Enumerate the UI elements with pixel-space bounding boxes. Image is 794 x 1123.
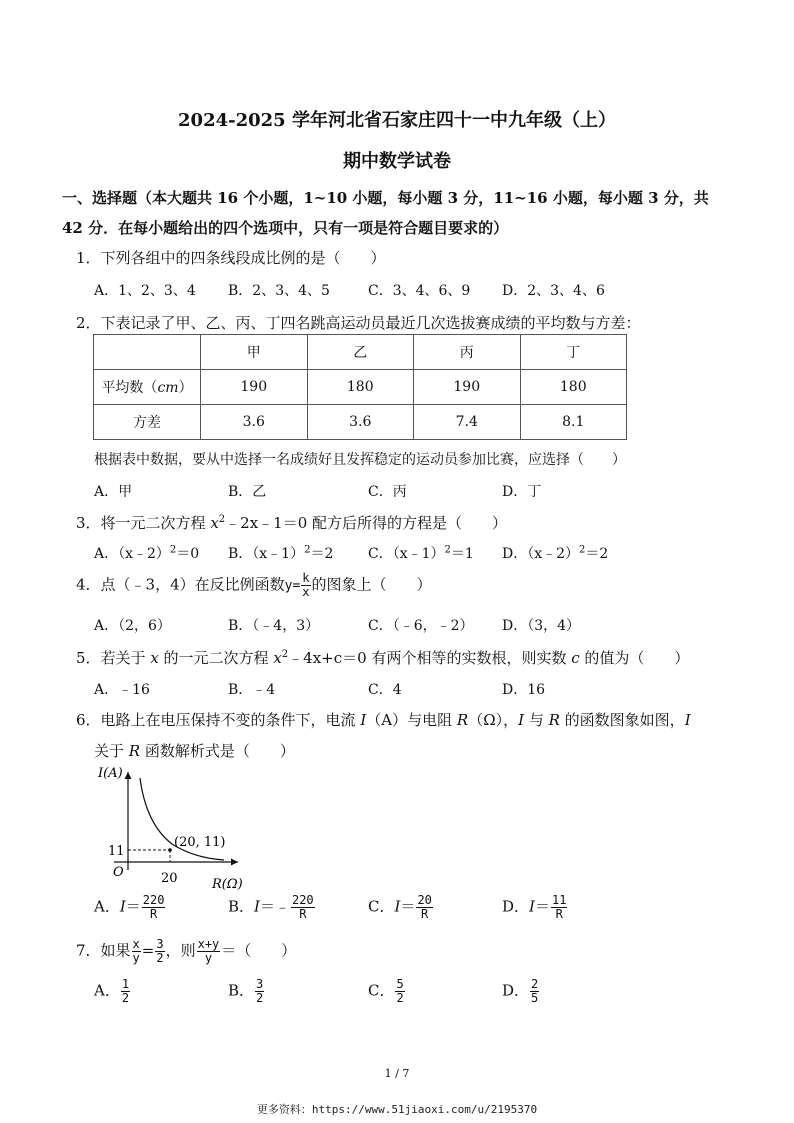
q5-option-c: C．4 bbox=[368, 682, 402, 698]
q4-option-c: C．（﹣6，﹣2） bbox=[368, 618, 474, 634]
q2-option-d: D．丁 bbox=[502, 484, 542, 500]
q2-option-b: B．乙 bbox=[228, 484, 267, 500]
q6-option-b: B．I＝﹣ $\frac{220}{R}$ bbox=[228, 893, 314, 921]
x-tick-label: 20 bbox=[161, 871, 178, 886]
q4-option-a: A．（2，6） bbox=[94, 618, 171, 634]
athlete-score-table bbox=[93, 334, 627, 440]
point-label: (20, 11) bbox=[174, 835, 226, 850]
q7-option-a: A． $\frac{1}{2}$ bbox=[94, 977, 130, 1005]
table-row bbox=[94, 370, 627, 405]
exam-title-line1: 2024-2025 学年河北省石家庄四十一中九年级（上） bbox=[178, 110, 616, 131]
question-6-stem-line1: 6．电路上在电压保持不变的条件下，电流 I（A）与电阻 R（Ω），I 与 R 的函数图象如图，I bbox=[76, 711, 691, 729]
table-cell: 甲 bbox=[201, 335, 308, 370]
exam-title-line2: 期中数学试卷 bbox=[343, 151, 451, 172]
table-cell: 丁 bbox=[520, 335, 627, 370]
page-number: 1 / 7 bbox=[384, 1067, 410, 1080]
table-cell: 180 bbox=[520, 370, 627, 405]
table-cell bbox=[94, 335, 201, 370]
table-cell: 8.1 bbox=[520, 405, 627, 440]
table-cell: 7.4 bbox=[414, 405, 521, 440]
table-row bbox=[94, 405, 627, 440]
q3-option-b: B．（x﹣1）$^2$＝2 bbox=[228, 544, 334, 562]
q2-option-c: C．丙 bbox=[368, 484, 407, 500]
question-2-stem: 2．下表记录了甲、乙、丙、丁四名跳高运动员最近几次选拔赛成绩的平均数与方差： bbox=[76, 314, 641, 332]
table-cell: 190 bbox=[414, 370, 521, 405]
table-cell: 乙 bbox=[307, 335, 414, 370]
table-cell: 180 bbox=[307, 370, 414, 405]
section-heading-line1: 一、选择题（本大题共 16 个小题，1~10 小题，每小题 3 分，11~16 小题，每小题 3 分，共 bbox=[62, 189, 709, 207]
q5-option-b: B．﹣4 bbox=[228, 682, 276, 698]
q3-option-c: C．（x﹣1）$^2$＝1 bbox=[368, 544, 474, 562]
table-row-label: 平均数（cm） bbox=[94, 370, 201, 405]
section-heading-line2: 42 分．在每小题给出的四个选项中，只有一项是符合题目要求的） bbox=[62, 219, 509, 237]
q6-option-a: A．I＝ $\frac{220}{R}$ bbox=[94, 893, 165, 921]
q5-option-d: D．16 bbox=[502, 682, 546, 698]
table-header-row bbox=[94, 335, 627, 370]
y-tick-label: 11 bbox=[108, 844, 125, 859]
origin-label: O bbox=[113, 865, 124, 880]
question-7-stem: 7．如果 $\frac{x}{y}$ = $\frac{3}{2}$ ，则 $\frac{x+y}{y}$ ＝（ ） bbox=[76, 937, 297, 965]
q7-option-b: B． $\frac{3}{2}$ bbox=[228, 977, 264, 1005]
inverse-function-graph bbox=[94, 764, 264, 892]
q1-option-c: C．3、4、6、9 bbox=[368, 283, 471, 299]
q4-option-b: B．（﹣4，3） bbox=[228, 618, 320, 634]
q1-option-b: B．2、3、4、5 bbox=[228, 283, 330, 299]
q5-option-a: A．﹣16 bbox=[94, 682, 150, 698]
table-cell: 丙 bbox=[414, 335, 521, 370]
question-3-stem: 3．将一元二次方程 $x^2﹣2x﹣1=0$ 配方后所得的方程是（ ） bbox=[76, 514, 508, 532]
q7-option-c: C． $\frac{5}{2}$ bbox=[368, 977, 404, 1005]
q6-option-c: C．I＝ $\frac{20}{R}$ bbox=[368, 893, 432, 921]
question-5-stem: 5．若关于 x 的一元二次方程 $x^2﹣4x+c=0$ 有两个相等的实数根，则实数 c 的值为（ ） bbox=[76, 649, 690, 667]
table-cell: 3.6 bbox=[307, 405, 414, 440]
footer-link[interactable]: 更多资料：https://www.51jiaoxi.com/u/2195370 bbox=[256, 1103, 538, 1116]
table-cell: 3.6 bbox=[201, 405, 308, 440]
question-1-stem: 1．下列各组中的四条线段成比例的是（ ） bbox=[76, 249, 386, 267]
question-2-followup: 根据表中数据，要从中选择一名成绩好且发挥稳定的运动员参加比赛，应选择（ ） bbox=[94, 452, 626, 468]
table-row-label: 方差 bbox=[94, 405, 201, 440]
q6-option-d: D．I＝ $\frac{11}{R}$ bbox=[502, 893, 567, 921]
table-cell: 190 bbox=[201, 370, 308, 405]
y-axis-label: I(A) bbox=[98, 766, 123, 781]
x-axis-label: R(Ω) bbox=[212, 877, 243, 892]
q4-option-d: D．（3，4） bbox=[502, 618, 581, 634]
q3-option-d: D．（x﹣2）$^2$＝2 bbox=[502, 544, 609, 562]
q3-option-a: A．（x﹣2）$^2$＝0 bbox=[94, 544, 200, 562]
q2-option-a: A．甲 bbox=[94, 484, 133, 500]
q7-option-d: D． $\frac{2}{5}$ bbox=[502, 977, 539, 1005]
question-4-stem: 4．点（﹣3，4）在反比例函数y= $\frac{k}{x}$ 的图象上（ ） bbox=[76, 571, 432, 599]
q1-option-a: A．1、2、3、4 bbox=[94, 283, 196, 299]
graph-point bbox=[168, 848, 172, 852]
question-6-stem-line2: 关于 R 函数解析式是（ ） bbox=[94, 742, 295, 760]
q1-option-d: D．2、3、4、6 bbox=[502, 283, 605, 299]
